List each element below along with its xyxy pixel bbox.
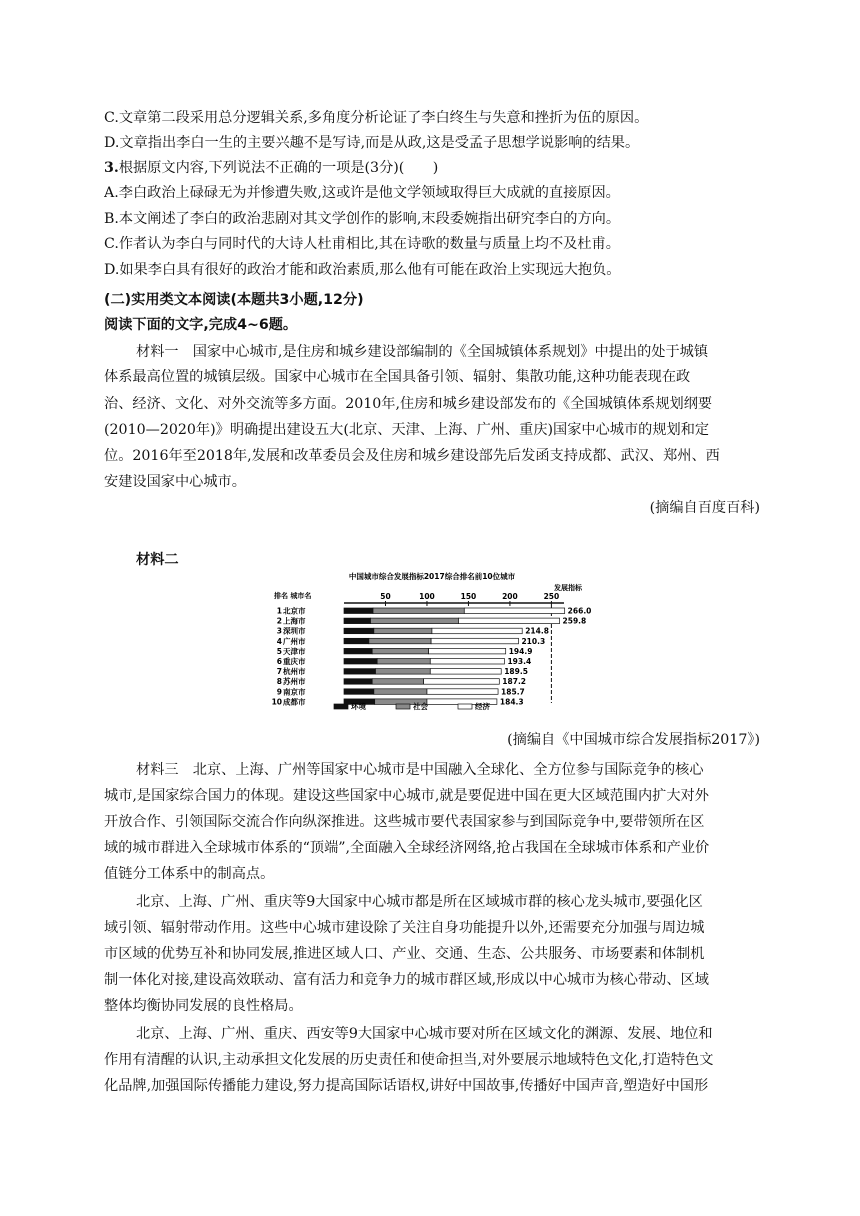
material-three-line: 制一体化对接,建设高效联动、富有活力和竞争力的城市群区域,形成以中心城市为核心带动、区域	[104, 972, 709, 988]
material-three-line: 材料三 北京、上海、广州等国家中心城市是中国融入全球化、全方位参与国际竞争的核心	[136, 762, 704, 778]
bar-segment-经济	[432, 628, 522, 634]
value-label: 210.3	[521, 636, 546, 646]
material-one-line: (2010—2020年)》明确提出建设五大(北京、天津、上海、广州、重庆)国家中心城市的规划和定	[104, 422, 710, 438]
text-line: C.文章第二段采用总分逻辑关系,多角度分析论证了李白终生与失意和挫折为伍的原因。	[104, 110, 649, 126]
value-label: 187.2	[502, 677, 527, 687]
bar-segment-经济	[427, 689, 498, 695]
x-tick-label: 100	[419, 592, 435, 601]
material-two-label: 材料二	[136, 552, 179, 568]
bar-segment-经济	[430, 659, 504, 665]
text-line: D.文章指出李白一生的主要兴趣不是写诗,而是从政,这是受孟子思想学说影响的结果。	[104, 135, 640, 151]
bar-segment-环境	[344, 679, 372, 685]
rank-label: 2	[276, 616, 282, 626]
bar-segment-社会	[374, 628, 432, 634]
city-label: 深圳市	[283, 626, 306, 636]
city-label: 苏州市	[283, 677, 306, 687]
material-three-line: 城市,是国家综合国力的体现。建设这些国家中心城市,就是要促进中国在更大区域范围内扩大对外	[104, 788, 709, 804]
bar-chart	[272, 570, 592, 715]
city-label: 北京市	[283, 606, 306, 616]
legend-swatch	[458, 704, 472, 709]
city-label: 杭州市	[283, 667, 306, 677]
bar-segment-环境	[344, 648, 372, 654]
material-three-line: 整体均衡协同发展的良性格局。	[104, 998, 303, 1014]
bar-segment-社会	[376, 669, 431, 675]
section-title: (二)实用类文本阅读(本题共3小题,12分)	[104, 292, 364, 308]
value-label: 193.4	[507, 657, 532, 666]
x-tick-label: 50	[380, 592, 391, 601]
rank-label: 4	[276, 636, 282, 646]
bar-segment-环境	[344, 618, 371, 624]
rank-label: 7	[276, 667, 282, 677]
material-one-source: (摘编自百度百科)	[649, 500, 760, 516]
legend-label: 经济	[475, 702, 490, 711]
value-label: 259.8	[562, 616, 587, 626]
rank-label: 6	[276, 657, 282, 666]
value-label: 184.3	[499, 697, 524, 707]
value-label: 266.0	[567, 606, 592, 616]
material-three-line: 北京、上海、广州、重庆、西安等9大国家中心城市要对所在区域文化的渊源、发展、地位和	[136, 1026, 713, 1042]
bar-segment-经济	[429, 648, 506, 654]
chart-header-left: 排名 城市名	[274, 592, 312, 600]
city-label: 南京市	[283, 687, 306, 697]
material-three-line: 市区域的优势互补和协同发展,推进区域人口、产业、交通、生态、公共服务、市场要素和体制机	[104, 946, 705, 962]
bar-segment-经济	[431, 638, 518, 644]
material-three-line: 北京、上海、广州、重庆等9大国家中心城市都是所在区域城市群的核心龙头城市,要强化区	[136, 894, 703, 910]
material-three-line: 作用有清醒的认识,主动承担文化发展的历史责任和使命担当,对外要展示地域特色文化,打造特色文	[104, 1052, 714, 1068]
rank-label: 3	[276, 626, 282, 636]
bar-segment-经济	[430, 669, 501, 675]
city-label: 成都市	[283, 697, 306, 707]
value-label: 189.5	[504, 667, 528, 677]
x-tick-label: 200	[502, 592, 518, 601]
material-one-line: 治、经济、文化、对外交流等多方面。2010年,住房和城乡建设部发布的《全国城镇体系规划纲要	[104, 396, 713, 412]
chart-svg	[272, 570, 592, 715]
bar-segment-社会	[372, 679, 423, 685]
legend-swatch	[334, 704, 348, 709]
city-label: 天津市	[283, 646, 306, 656]
chart-title: 中国城市综合发展指标2017综合排名前10位城市	[348, 572, 516, 581]
text-line: A.李白政治上碌碌无为并惨遭失败,这或许是他文学领域取得巨大成就的直接原因。	[104, 185, 620, 201]
material-three-line: 值链分工体系中的制高点。	[104, 866, 275, 882]
bar-segment-经济	[424, 679, 500, 685]
bar-segment-环境	[344, 669, 376, 675]
city-label: 广州市	[283, 636, 306, 646]
bar-segment-社会	[372, 648, 428, 654]
rank-label: 5	[276, 646, 282, 656]
value-label: 185.7	[501, 687, 525, 697]
text-line: C.作者认为李白与同时代的大诗人杜甫相比,其在诗歌的数量与质量上均不及杜甫。	[104, 236, 620, 252]
material-one-line: 材料一 国家中心城市,是住房和城乡建设部编制的《全国城镇体系规划》中提出的处于城镇	[136, 344, 709, 360]
material-three-line: 域引领、辐射带动作用。这些中心城市建设除了关注自身功能提升以外,还需要充分加强与周边城	[104, 920, 705, 936]
bar-segment-环境	[344, 608, 373, 614]
instruction: 阅读下面的文字,完成4~6题。	[104, 317, 298, 333]
x-tick-label: 150	[460, 592, 477, 601]
bar-segment-社会	[377, 659, 430, 665]
text-line: 3.根据原文内容,下列说法不正确的一项是(3分)( )	[104, 160, 439, 176]
rank-label: 9	[276, 687, 282, 697]
material-one-line: 安建设国家中心城市。	[104, 474, 246, 490]
material-three-line: 开放合作、引领国际交流合作向纵深推进。这些城市要代表国家参与到国际竞争中,要带领所在区	[104, 814, 705, 830]
bar-segment-社会	[373, 608, 464, 614]
material-one-line: 位。2016年至2018年,发展和改革委员会及住房和城乡建设部先后发函支持成都、武汉、郑州、西	[104, 448, 720, 464]
text-line: D.如果李白具有很好的政治才能和政治素质,那么他有可能在政治上实现远大抱负。	[104, 262, 621, 278]
rank-label: 10	[272, 697, 282, 707]
value-label: 194.9	[508, 646, 533, 656]
bar-segment-环境	[344, 659, 377, 665]
bar-segment-经济	[464, 608, 564, 614]
bar-segment-环境	[344, 628, 374, 634]
value-label: 214.8	[525, 626, 549, 636]
material-two-source: (摘编自《中国城市综合发展指标2017》)	[507, 732, 760, 748]
legend-label: 环境	[351, 702, 366, 711]
bar-segment-社会	[374, 689, 427, 695]
legend-label: 社会	[413, 702, 428, 711]
legend-swatch	[396, 704, 410, 709]
bar-segment-环境	[344, 638, 369, 644]
city-label: 上海市	[283, 616, 306, 626]
bar-segment-经济	[458, 618, 559, 624]
chart-header-right: 发展指标	[554, 584, 582, 592]
rank-label: 8	[276, 677, 282, 687]
rank-label: 1	[276, 606, 282, 616]
bar-segment-环境	[344, 689, 374, 695]
bar-segment-社会	[369, 638, 431, 644]
x-tick-label: 250	[543, 592, 560, 601]
material-one-line: 体系最高位置的城镇层级。国家中心城市在全国具备引领、辐射、集散功能,这种功能表现在政	[104, 369, 691, 385]
material-three-line: 域的城市群进入全球城市体系的“顶端”,全面融入全球经济网络,抢占我国在全球城市体系和产业价	[104, 840, 710, 856]
text-line: B.本文阐述了李白的政治悲剧对其文学创作的影响,末段委婉指出研究李白的方向。	[104, 211, 621, 227]
bar-segment-社会	[371, 618, 459, 624]
city-label: 重庆市	[283, 657, 306, 666]
material-three-line: 化品牌,加强国际传播能力建设,努力提高国际话语权,讲好中国故事,传播好中国声音,塑造好中国形	[104, 1078, 709, 1094]
